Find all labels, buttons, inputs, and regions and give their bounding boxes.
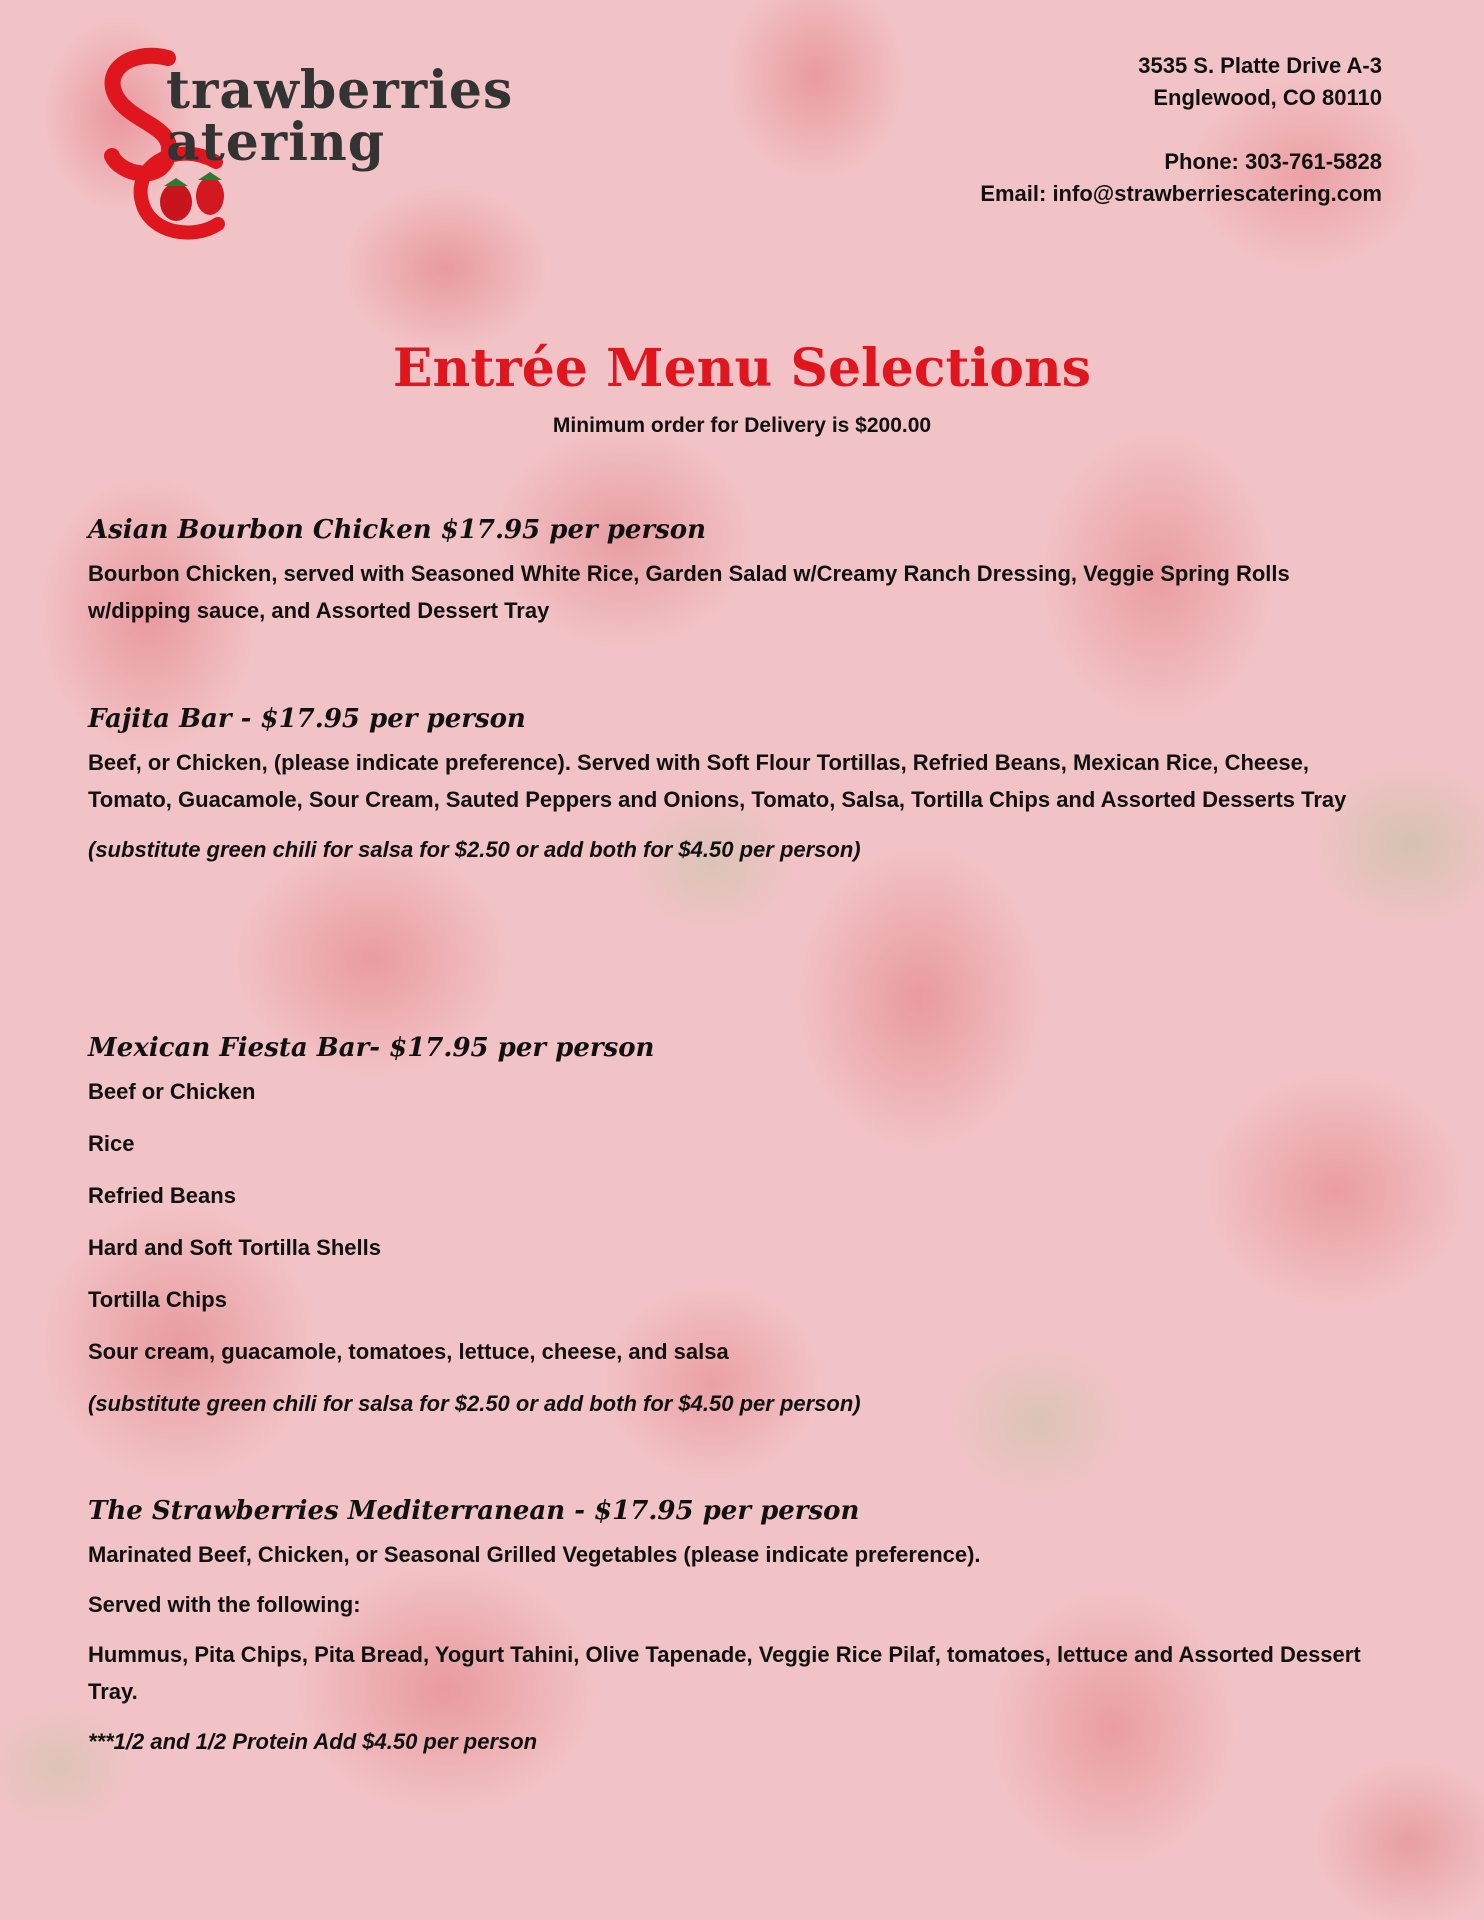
section-heading: Fajita Bar - $17.95 per person	[88, 704, 526, 734]
section-heading: Asian Bourbon Chicken $17.95 per person	[88, 515, 707, 545]
section-note: (substitute green chili for salsa for $2.50 or add both for $4.50 per person)	[88, 1391, 861, 1416]
list-item: Tortilla Chips	[88, 1287, 227, 1312]
menu-section-mexican-fiesta-bar	[88, 1033, 1384, 1422]
email-address[interactable]: Email: info@strawberriescatering.com	[980, 181, 1382, 206]
menu-section-asian-bourbon-chicken	[88, 515, 1384, 642]
logo-line-2: atering	[166, 112, 386, 173]
section-description: Served with the following:	[88, 1592, 361, 1617]
address-line-2: Englewood, CO 80110	[1153, 85, 1382, 110]
list-item: Rice	[88, 1131, 135, 1156]
list-item: Sour cream, guacamole, tomatoes, lettuce, cheese, and salsa	[88, 1339, 729, 1364]
company-logo	[98, 44, 518, 244]
address-line-1: 3535 S. Platte Drive A-3	[1138, 53, 1382, 78]
menu-section-mediterranean	[88, 1496, 1384, 1760]
section-description: Marinated Beef, Chicken, or Seasonal Grilled Vegetables (please indicate preference).	[88, 1542, 981, 1567]
section-note: (substitute green chili for salsa for $2.50 or add both for $4.50 per person)	[88, 837, 861, 862]
section-heading: Mexican Fiesta Bar- $17.95 per person	[88, 1033, 655, 1063]
logo-line-1: trawberries	[166, 60, 514, 121]
section-note: ***1/2 and 1/2 Protein Add $4.50 per person	[88, 1729, 538, 1754]
section-description: Hummus, Pita Chips, Pita Bread, Yogurt Tahini, Olive Tapenade, Veggie Rice Pilaf, tomatoes, lettuce and Assorted Dessert Tray.	[88, 1642, 1361, 1704]
section-description: Beef, or Chicken, (please indicate preference). Served with Soft Flour Tortillas, Refried Beans, Mexican Rice, Cheese, Tomato, Guacamole, Sour Cream, Sauted Peppers and Onions, Tomato, Salsa, Tortilla Chips and Assorted Desserts Tray	[88, 750, 1347, 812]
section-description: Bourbon Chicken, served with Seasoned White Rice, Garden Salad w/Creamy Ranch Dressing, Veggie Spring Rolls w/dipping sauce, and Assorted Dessert Tray	[88, 561, 1290, 623]
list-item: Hard and Soft Tortilla Shells	[88, 1235, 381, 1260]
contact-block	[980, 50, 1382, 210]
section-heading: The Strawberries Mediterranean - $17.95 per person	[88, 1496, 860, 1526]
list-item: Beef or Chicken	[88, 1079, 256, 1104]
menu-section-fajita-bar	[88, 704, 1384, 868]
page-title: Entrée Menu Selections	[392, 338, 1092, 399]
list-item: Refried Beans	[88, 1183, 236, 1208]
phone-number: Phone: 303-761-5828	[1164, 149, 1382, 174]
page-subtitle: Minimum order for Delivery is $200.00	[552, 414, 932, 437]
